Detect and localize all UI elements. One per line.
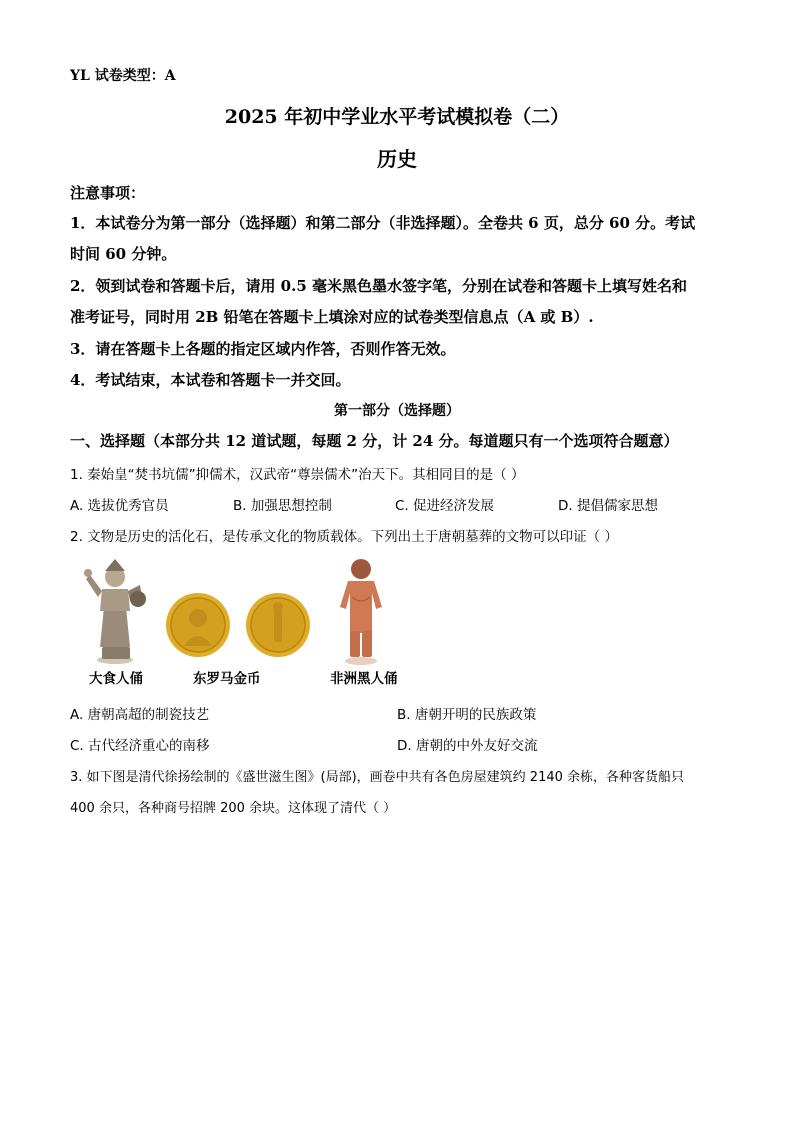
notice-item-2-line-2: 准考证号，同时用 2B 铅笔在答题卡上填涂对应的试卷类型信息点（A 或 B）. [70, 308, 594, 326]
caption-african-figurine: 非洲黑人俑 [330, 671, 398, 687]
notice-item-2-line-1: 2．领到试卷和答题卡后，请用 0.5 毫米黑色墨水签字笔，分别在试卷和答题卡上填写姓名和 [70, 277, 687, 295]
part-1-title: 第一部分（选择题） [334, 403, 460, 419]
african-figurine-image [330, 557, 392, 665]
question-2-option-d: D. 唐朝的中外友好交流 [397, 738, 538, 754]
question-1-option-d: D. 提倡儒家思想 [558, 498, 658, 514]
caption-arab-figurine: 大食人俑 [89, 671, 143, 687]
question-1-option-b: B. 加强思想控制 [233, 498, 332, 514]
question-1-stem: 1. 秦始皇“焚书坑儒”抑儒术，汉武帝“尊崇儒术”治天下。其相同目的是（ ） [70, 467, 525, 483]
arab-figurine-image [80, 555, 150, 665]
notice-item-4: 4．考试结束，本试卷和答题卡一并交回。 [70, 371, 351, 389]
notice-heading: 注意事项： [70, 184, 146, 202]
exam-title: 2025 年初中学业水平考试模拟卷（二） [224, 106, 570, 128]
notice-item-1-line-2: 时间 60 分钟。 [70, 245, 177, 263]
question-2-stem: 2. 文物是历史的活化石，是传承文化的物质载体。下列出土于唐朝墓葬的文物可以印证（ ） [70, 529, 618, 545]
caption-gold-coins: 东罗马金币 [193, 671, 261, 687]
question-2-option-c: C. 古代经济重心的南移 [70, 738, 210, 754]
notice-item-3: 3．请在答题卡上各题的指定区域内作答，否则作答无效。 [70, 340, 456, 358]
question-1-option-a: A. 选拔优秀官员 [70, 498, 169, 514]
section-heading: 一、选择题（本部分共 12 道试题，每题 2 分，计 24 分。每道题只有一个选项符合题意） [70, 432, 679, 450]
question-2-option-b: B. 唐朝开明的民族政策 [397, 707, 537, 723]
question-2-option-a: A. 唐朝高超的制瓷技艺 [70, 707, 210, 723]
byzantine-gold-coins-image [162, 590, 314, 660]
subject-title: 历史 [377, 147, 417, 171]
question-3-line-1: 3. 如下图是清代徐扬绘制的《盛世滋生图》(局部)，画卷中共有各色房屋建筑约 2140 余栋，各种客货船只 [70, 770, 685, 785]
question-1-option-c: C. 促进经济发展 [395, 498, 495, 514]
question-3-line-2: 400 余只，各种商号招牌 200 余块。这体现了清代（ ） [70, 801, 397, 816]
notice-item-1-line-1: 1．本试卷分为第一部分（选择题）和第二部分（非选择题）。全卷共 6 页，总分 60 分。考试 [70, 214, 696, 232]
paper-type: YL 试卷类型：A [70, 68, 176, 84]
